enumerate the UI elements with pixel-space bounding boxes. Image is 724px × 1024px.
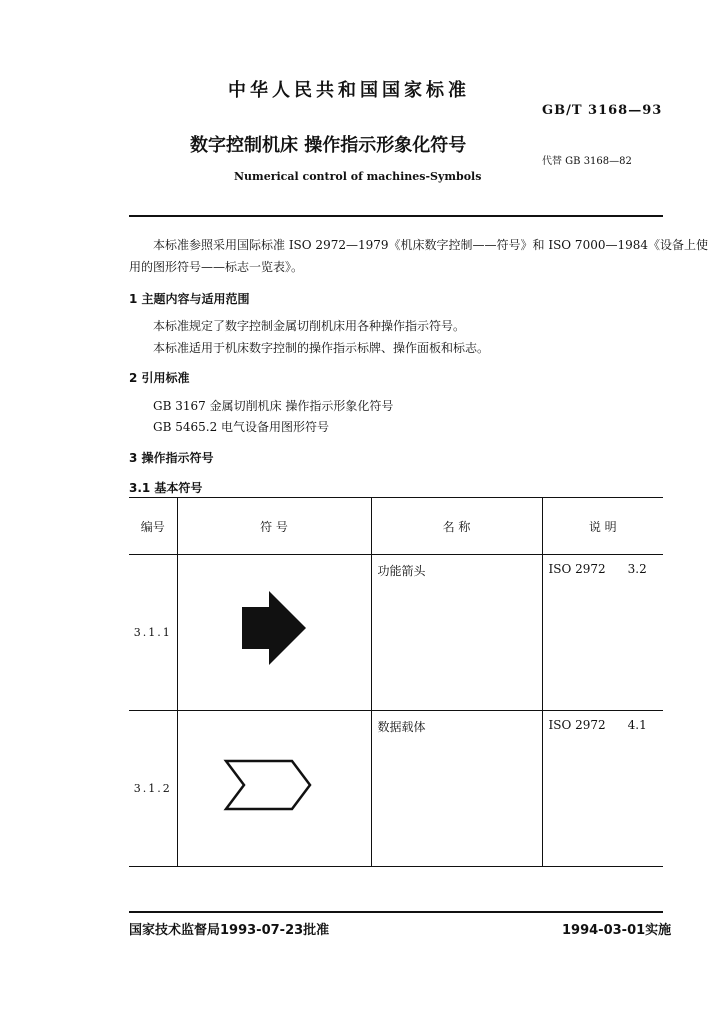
header-rule: [129, 215, 663, 217]
section-2-heading: 2 引用标准: [129, 371, 190, 385]
section-1-heading: 1 主题内容与适用范围: [129, 292, 250, 306]
intro-line-2: 用的图形符号——标志一览表》。: [129, 260, 304, 274]
row-description: [542, 711, 663, 867]
table-row: [129, 711, 663, 867]
table-header-row: [129, 498, 663, 555]
footer-rule: [129, 911, 663, 913]
data-carrier-icon: [178, 711, 372, 859]
row-clause: 3.2: [627, 562, 647, 576]
section-3-1-heading: 3.1 基本符号: [129, 481, 203, 495]
section-1-paragraph-2: 本标准适用于机床数字控制的操作指示标牌、操作面板和标志。: [153, 341, 490, 355]
document-title-en: Numerical control of machines-Symbols: [234, 170, 482, 183]
section-1-paragraph-1: 本标准规定了数字控制金属切削机床用各种操作指示符号。: [153, 319, 466, 333]
national-standard-heading: 中华人民共和国国家标准: [228, 80, 470, 101]
row-description: [542, 555, 663, 711]
row-name: 数据载体: [371, 711, 542, 867]
standard-code: GB/T 3168—93: [542, 103, 663, 118]
header-number: 编号: [129, 498, 177, 555]
symbol-cell: [177, 555, 371, 711]
implementation-date: 1994-03-01实施: [562, 923, 672, 938]
row-number: 3.1.2: [129, 711, 177, 867]
header-description: 说 明: [542, 498, 663, 555]
row-name: 功能箭头: [371, 555, 542, 711]
symbols-table: [129, 497, 663, 867]
document-title-cn: 数字控制机床 操作指示形象化符号: [190, 135, 467, 156]
table-row: [129, 555, 663, 711]
symbol-cell: [177, 711, 371, 867]
reference-1: GB 3167 金属切削机床 操作指示形象化符号: [153, 399, 394, 413]
function-arrow-icon: [178, 555, 372, 703]
header-name: 名 称: [371, 498, 542, 555]
row-ref: ISO 2972: [548, 718, 606, 732]
approval-date: 国家技术监督局1993-07-23批准: [129, 923, 330, 938]
row-ref: ISO 2972: [548, 562, 606, 576]
replaces-standard: 代替 GB 3168—82: [542, 156, 632, 167]
header-symbol: 符 号: [177, 498, 371, 555]
row-number: 3.1.1: [129, 555, 177, 711]
reference-2: GB 5465.2 电气设备用图形符号: [153, 420, 330, 434]
row-clause: 4.1: [627, 718, 647, 732]
section-3-heading: 3 操作指示符号: [129, 451, 214, 465]
intro-line-1: 本标准参照采用国际标准 ISO 2972—1979《机床数字控制——符号》和 ISO 7000—1984《设备上使: [153, 238, 709, 252]
